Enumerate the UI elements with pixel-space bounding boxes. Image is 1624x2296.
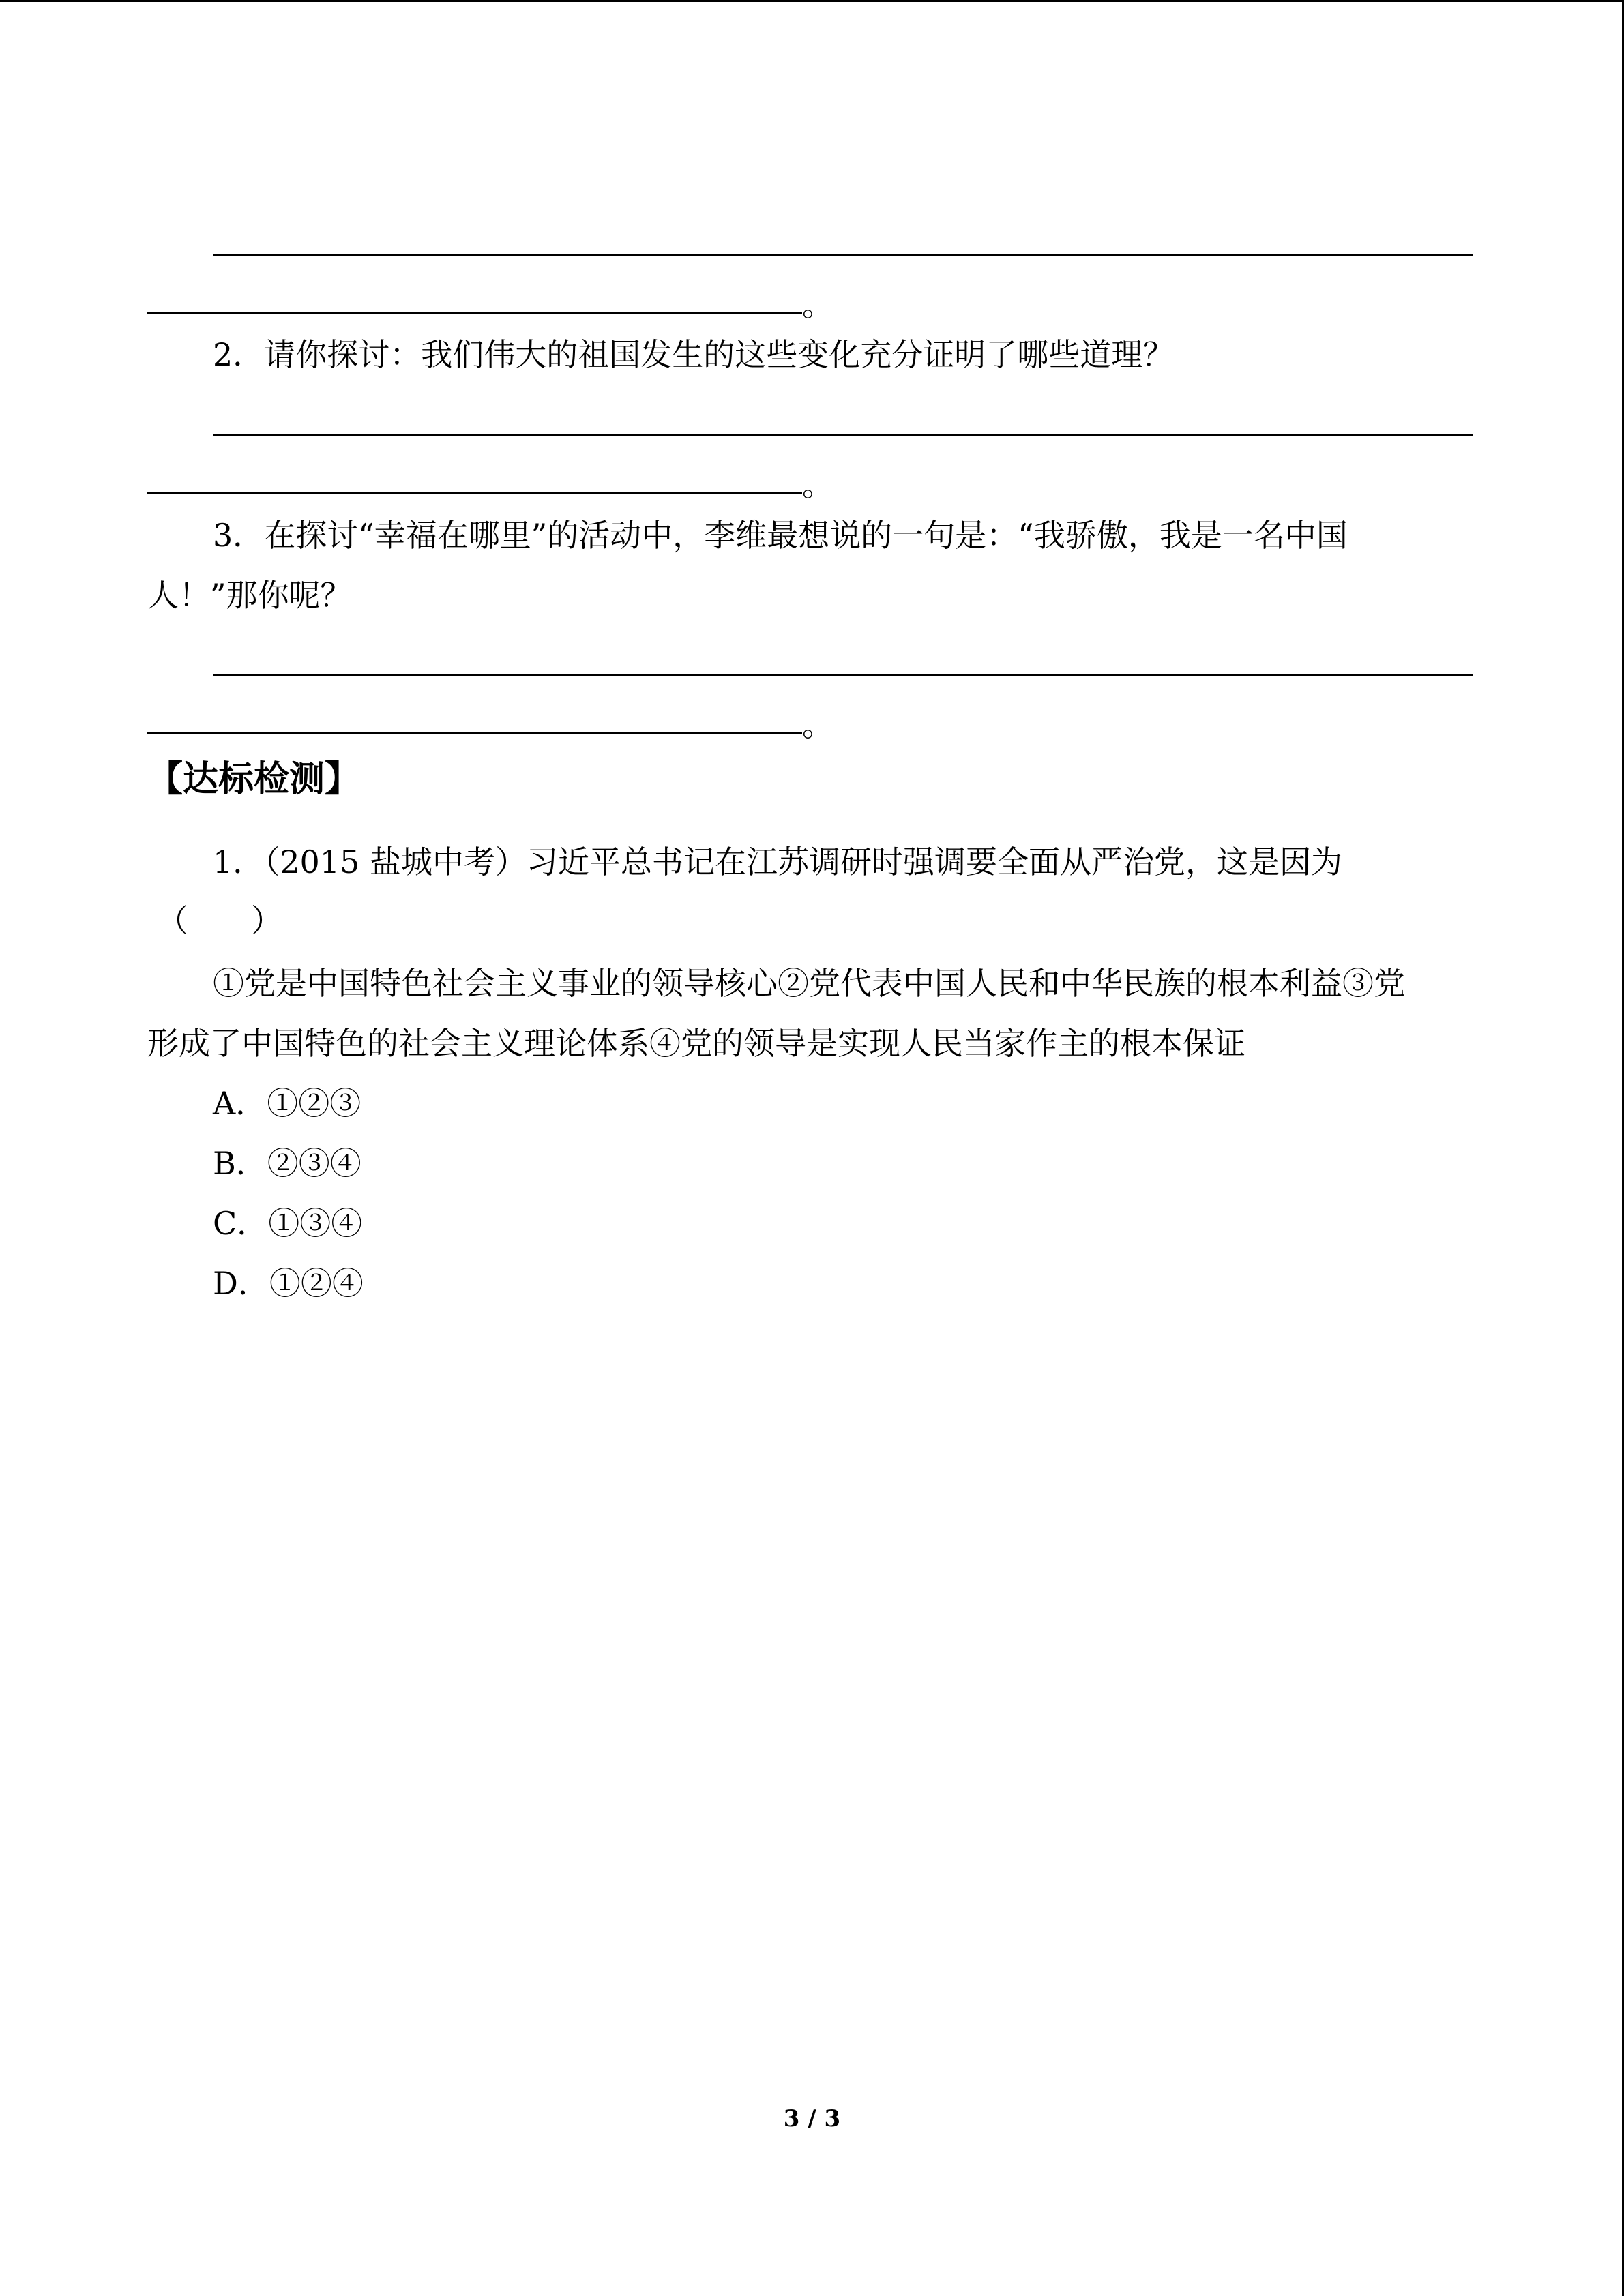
section-heading: 【达标检测】: [147, 759, 361, 800]
page-border-top: [0, 0, 1624, 2]
option-c[interactable]: C．①③④: [213, 1205, 363, 1242]
test-question-1-line-2: （ ）: [157, 902, 282, 939]
statement-line-2: 形成了中国特色的社会主义理论体系④党的领导是实现人民当家作主的根本保证: [147, 1025, 1245, 1062]
option-a[interactable]: A．①②③: [213, 1085, 361, 1122]
answer-line[interactable]: [213, 674, 1473, 676]
option-d[interactable]: D．①②④: [213, 1265, 364, 1302]
question-2-text: 2．请你探讨：我们伟大的祖国发生的这些变化充分证明了哪些道理？: [213, 336, 1175, 373]
option-b[interactable]: B．②③④: [213, 1145, 361, 1182]
statement-line-1: ①党是中国特色社会主义事业的领导核心②党代表中国人民和中华民族的根本利益③党: [213, 965, 1405, 1002]
answer-line[interactable]: [147, 312, 802, 314]
answer-line[interactable]: [147, 732, 802, 734]
answer-line[interactable]: [147, 492, 802, 494]
answer-line[interactable]: [213, 254, 1473, 256]
answer-line[interactable]: [213, 434, 1473, 436]
answer-period: 。: [802, 466, 833, 503]
test-question-1-line-1: 1．（2015 盐城中考）习近平总书记在江苏调研时强调要全面从严治党，这是因为: [213, 844, 1342, 880]
answer-period: 。: [802, 706, 833, 743]
question-3-line-1: 3．在探讨“幸福在哪里”的活动中，李维最想说的一句是：“我骄傲，我是一名中国: [213, 517, 1348, 554]
question-3-line-2: 人！”那你呢？: [147, 577, 352, 614]
page-number: 3 / 3: [783, 2105, 841, 2132]
answer-period: 。: [802, 286, 833, 323]
